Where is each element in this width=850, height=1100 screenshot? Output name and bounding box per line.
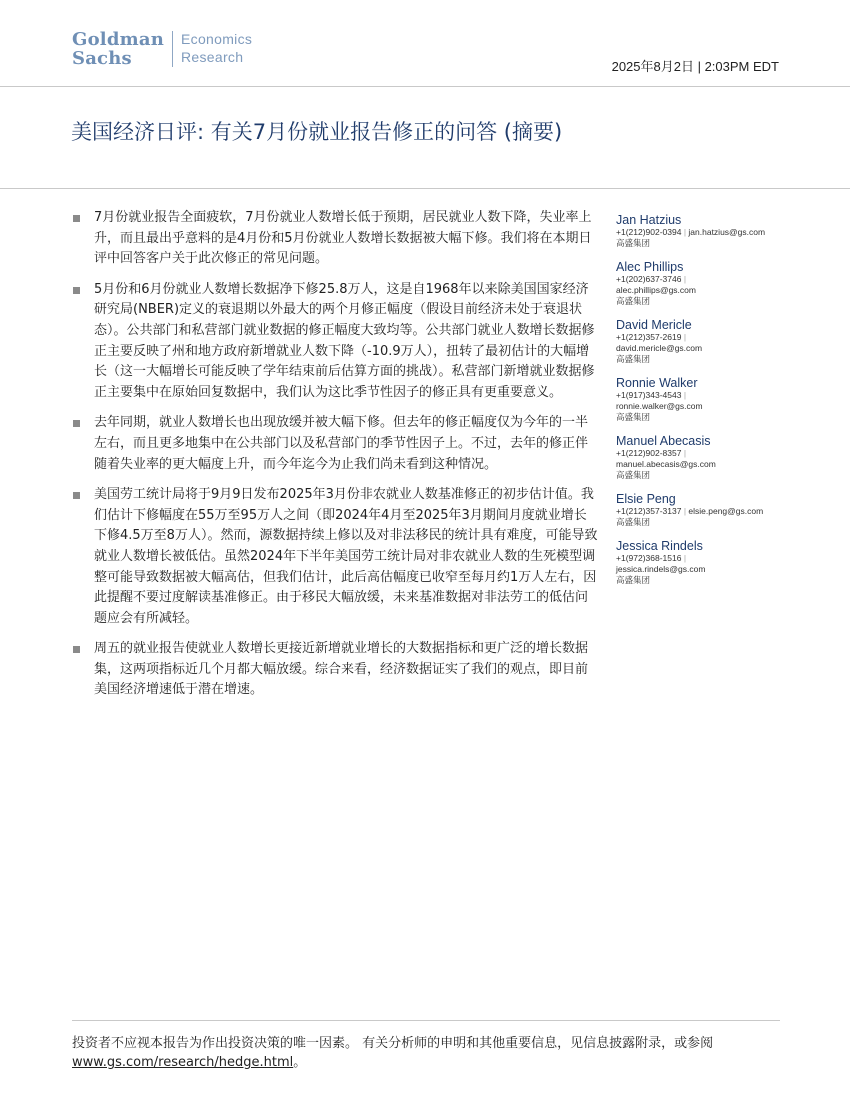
author-card bbox=[616, 492, 786, 528]
logo-wordmark: Goldman Sachs bbox=[72, 29, 164, 69]
author-contact-line bbox=[616, 354, 786, 365]
title-divider bbox=[0, 188, 850, 189]
author-name: David Mericle bbox=[616, 318, 692, 332]
bullet-square-icon bbox=[73, 492, 80, 499]
author-contact-line bbox=[616, 459, 786, 470]
author-contact-value: 高盛集团 bbox=[616, 354, 651, 364]
author-contact-line bbox=[616, 448, 786, 459]
author-contact-value: 高盛集团 bbox=[616, 575, 651, 585]
separator: | bbox=[681, 274, 687, 284]
author-contact-line bbox=[616, 238, 786, 249]
author-contact-line bbox=[616, 575, 786, 586]
bullet-text: 周五的就业报告使就业人数增长更接近新增就业增长的大数据指标和更广泛的增长数据集，这两项指标近几个月都大幅放缓。综合来看，经济数据证实了我们的观点，即目前美国经济增速低于潜在增速。 bbox=[94, 641, 589, 698]
author-contact-value: +1(972)368-1516 bbox=[616, 553, 682, 563]
separator: | bbox=[681, 332, 687, 342]
author-contact-line bbox=[616, 343, 786, 354]
author-contact-line bbox=[616, 412, 786, 423]
author-name: Elsie Peng bbox=[616, 492, 676, 506]
author-contact-line bbox=[616, 296, 786, 307]
author-contact-line bbox=[616, 564, 786, 575]
author-contact-line bbox=[616, 506, 786, 517]
author-card bbox=[616, 539, 786, 586]
bullet-square-icon bbox=[73, 215, 80, 222]
author-contact-line bbox=[616, 274, 786, 285]
disclaimer: 投资者不应视本报告为作出投资决策的唯一因素。 有关分析师的申明和其他重要信息，见信息披露附录，或参阅 www.gs.com/research/hedge.html。 bbox=[72, 1036, 714, 1070]
separator: | bbox=[681, 553, 687, 563]
logo-divider bbox=[172, 31, 173, 67]
author-contact-value: elsie.peng@gs.com bbox=[688, 506, 764, 516]
author-contact-value: jessica.rindels@gs.com bbox=[616, 564, 706, 574]
header-divider bbox=[0, 86, 850, 87]
author-card bbox=[616, 318, 786, 365]
bullet-text: 美国劳工统计局将于9月9日发布2025年3月份非农就业人数基准修正的初步估计值。我们估计下修幅度在55万至95万人之间（即2024年4月至2025年3月期间月度就业增长下修4.5万至8万人）。然而，源数据持续上修以及对非法移民的统计具有难度，可能导致就业人数增长被低估。虽然2024年下半年美国劳工统计局对非农就业人数的生死模型调整可能导致数据被大幅高估，但我们估计，此后高估幅度已收窄至每月约1万人左右，因此提醒不要过度解读基准修正。由于移民大幅放缓，未来基准数据对非法劳工的低估问题应会有所减轻。 bbox=[94, 487, 598, 626]
author-card bbox=[616, 376, 786, 423]
author-contact-line bbox=[616, 285, 786, 296]
author-contact-value: jan.hatzius@gs.com bbox=[688, 227, 766, 237]
author-contact-value: ronnie.walker@gs.com bbox=[616, 401, 703, 411]
author-contact-line bbox=[616, 401, 786, 412]
bullet-text: 5月份和6月份就业人数增长数据净下修25.8万人，这是自1968年以来除美国国家经济研究局(NBER)定义的衰退期以外最大的两个月修正幅度（假设目前经济未处于衰退状态）。公共部门和私营部门就业数据的修正幅度大致均等。公共部门就业人数增长数据修正主要反映了州和地方政府新增就业人数下降（-10.9万人），扭转了最初估计的大幅增长（这一大幅增长可能反映了学年结束前后估算方面的挑战）。私营部门新增就业数据修正主要集中在原始回复数据中，我们认为这比季节性因子的修正具有更重要意义。 bbox=[94, 281, 595, 400]
summary-bullet bbox=[72, 208, 598, 270]
author-contact-line bbox=[616, 227, 786, 238]
bullet-square-icon bbox=[73, 287, 80, 294]
bullet-text: 去年同期，就业人数增长也出现放缓并被大幅下修。但去年的修正幅度仅为今年的一半左右，而且更多地集中在公共部门以及私营部门的季节性因子上。不过，去年的修正伴随着失业率的更大幅度上升，而今年迄今为止我们尚未看到这种情况。 bbox=[94, 415, 589, 472]
author-contact-value: +1(212)902-0394 bbox=[616, 227, 682, 237]
bullet-square-icon bbox=[73, 646, 80, 653]
author-contact-value: 高盛集团 bbox=[616, 296, 651, 306]
bullet-square-icon bbox=[73, 420, 80, 427]
author-contact-value: +1(212)357-2619 bbox=[616, 332, 682, 342]
goldman-sachs-logo bbox=[72, 30, 252, 68]
summary-bullet bbox=[72, 280, 598, 404]
author-contact-value: 高盛集团 bbox=[616, 470, 651, 480]
summary-bullet bbox=[72, 413, 598, 475]
author-contact-line bbox=[616, 553, 786, 564]
author-card bbox=[616, 213, 786, 249]
publish-timestamp: 2025年8月2日 | 2:03PM EDT bbox=[611, 59, 779, 74]
author-name: Alec Phillips bbox=[616, 260, 684, 274]
author-card bbox=[616, 434, 786, 481]
summary-bullet bbox=[72, 485, 598, 629]
separator: | bbox=[681, 390, 687, 400]
separator: | bbox=[681, 227, 689, 237]
separator: | bbox=[681, 448, 687, 458]
author-contact-value: +1(212)902-8357 bbox=[616, 448, 682, 458]
author-contact-value: +1(917)343-4543 bbox=[616, 390, 682, 400]
author-contact-line bbox=[616, 470, 786, 481]
author-contact-value: manuel.abecasis@gs.com bbox=[616, 459, 716, 469]
summary-bullet bbox=[72, 639, 598, 701]
author-card bbox=[616, 260, 786, 307]
bullet-text: 7月份就业报告全面疲软，7月份就业人数增长低于预期，居民就业人数下降，失业率上升，而且最出乎意料的是4月份和5月份就业人数增长数据被大幅下修。我们将在本期日评中回答客户关于此次修正的常见问题。 bbox=[94, 210, 592, 267]
author-contact-value: 高盛集团 bbox=[616, 517, 651, 527]
author-name: Manuel Abecasis bbox=[616, 434, 711, 448]
author-name: Ronnie Walker bbox=[616, 376, 698, 390]
author-contact-value: alec.phillips@gs.com bbox=[616, 285, 696, 295]
research-unit-label: Economics Research bbox=[181, 31, 253, 65]
author-contact-line bbox=[616, 517, 786, 528]
footer-divider bbox=[72, 1020, 780, 1021]
author-contact-value: 高盛集团 bbox=[616, 238, 651, 248]
author-contact-line bbox=[616, 332, 786, 343]
author-contact-value: david.mericle@gs.com bbox=[616, 343, 703, 353]
author-contact-value: 高盛集团 bbox=[616, 412, 651, 422]
author-list bbox=[616, 213, 786, 597]
report-title: 美国经济日评: 有关7月份就业报告修正的问答 (摘要) bbox=[71, 120, 563, 144]
author-contact-line bbox=[616, 390, 786, 401]
author-contact-value: +1(202)637-3746 bbox=[616, 274, 682, 284]
summary-bullets bbox=[72, 208, 598, 711]
disclosure-link[interactable]: www.gs.com/research/hedge.html bbox=[72, 1055, 294, 1070]
author-name: Jan Hatzius bbox=[616, 213, 682, 227]
separator: | bbox=[681, 506, 689, 516]
author-name: Jessica Rindels bbox=[616, 539, 703, 553]
author-contact-value: +1(212)357-3137 bbox=[616, 506, 682, 516]
